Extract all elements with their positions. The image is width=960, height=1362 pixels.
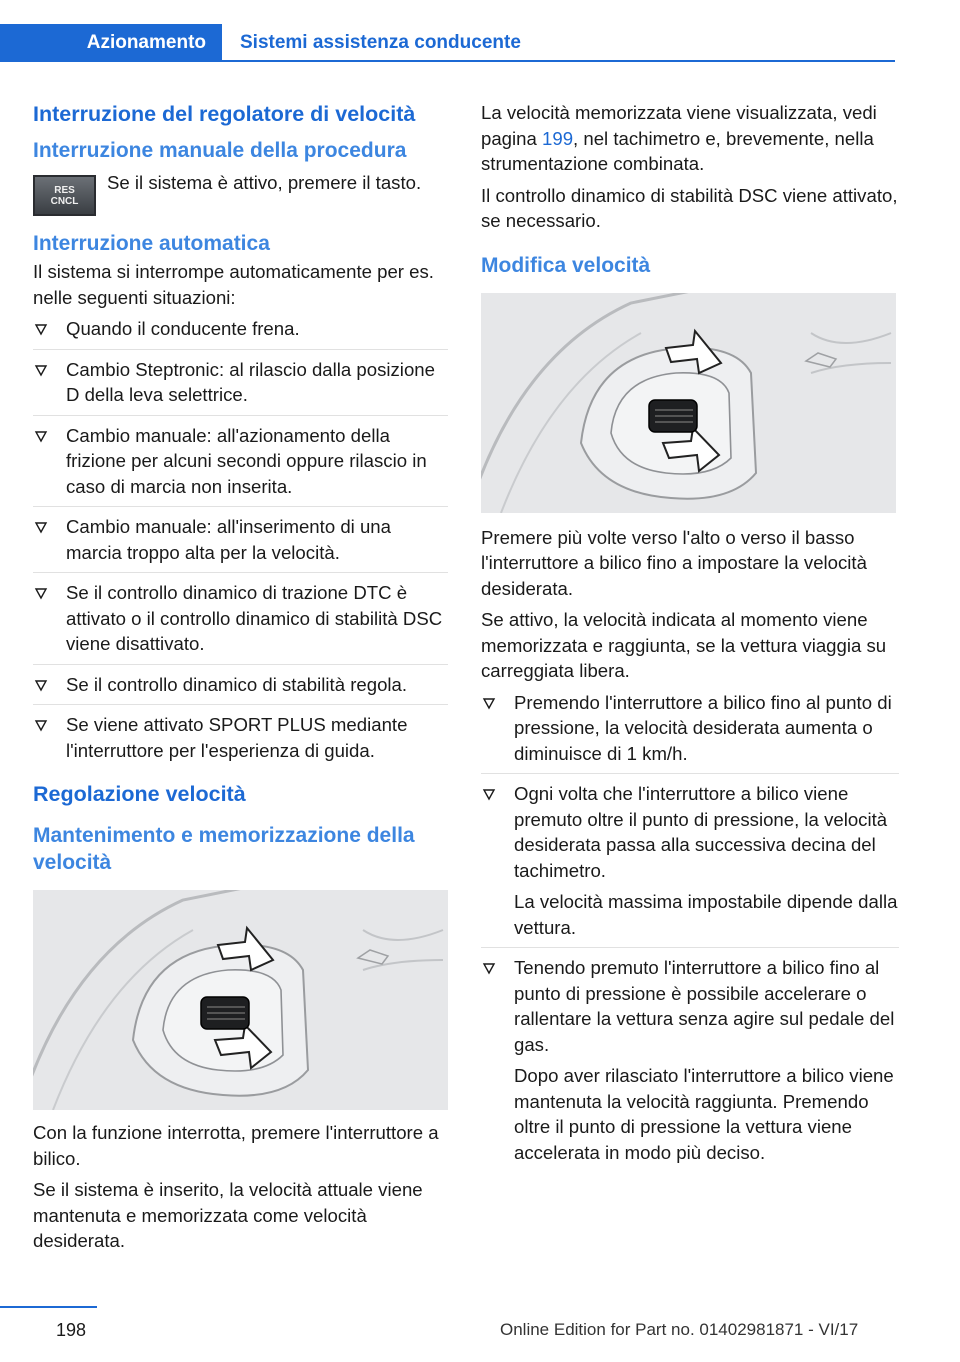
p-press-more: Premere più volte verso l'alto o verso il basso l'interruttore a bilico fino a impostare la velocità desiderata. — [481, 526, 867, 599]
res-cncl-button-icon — [33, 175, 96, 216]
list-item — [481, 781, 899, 948]
triangle-bullet-icon — [34, 517, 48, 537]
heading-auto-interruption: Interruzione automatica — [33, 232, 270, 255]
steering-rocker-illustration — [33, 890, 448, 1110]
header-tabs — [0, 24, 895, 62]
triangle-bullet-icon — [482, 693, 496, 713]
list-item — [33, 580, 448, 665]
list-item — [33, 712, 448, 770]
edition-note: Online Edition for Part no. 01402981871 - VI/17 — [500, 1320, 859, 1339]
triangle-bullet-icon — [34, 583, 48, 603]
list-item-text: Premendo l'interruttore a bilico fino al punto di pressione, la velocità desiderata aumenta o diminuisce di 1 km/h. — [514, 691, 892, 764]
list-item-text: Se il controllo dinamico di trazione DTC è attivato o il controllo dinamico di stabilità DSC viene disattivato. — [66, 582, 443, 654]
triangle-bullet-icon — [482, 958, 496, 978]
p-stored-text-b: , nel tachimetro e, brevemente, nella strumentazione combinata. — [481, 127, 874, 174]
triangle-bullet-icon — [34, 360, 48, 380]
left-column — [33, 100, 448, 1260]
list-item — [481, 690, 899, 775]
p-inserted: Se il sistema è inserito, la velocità attuale viene mantenuta e memorizzata come velocità desiderata. — [33, 1179, 423, 1251]
change-speed-list — [481, 690, 899, 1173]
triangle-bullet-icon — [34, 715, 48, 735]
heading-maintain-store: Mantenimento e memorizzazione della velocità — [33, 824, 415, 874]
p-stored-text-a: La velocità memorizzata viene visualizzata, vedi pagina — [481, 102, 877, 149]
list-item — [481, 955, 899, 1172]
p-active: Se attivo, la velocità indicata al momento viene memorizzata e raggiunta, se la vettura viaggia su carreggiata libera. — [481, 609, 887, 681]
rocker-switch-icon — [33, 890, 448, 1110]
footer-rule — [0, 1306, 97, 1308]
list-item-text: Cambio manuale: all'azionamento della frizione per alcuni secondi oppure rilascio in caso di marcia non inserita. — [66, 424, 427, 497]
list-item-text: Se viene attivato SPORT PLUS mediante l'interruttore per l'esperienza di guida. — [66, 714, 408, 761]
steering-rocker-illustration — [481, 293, 896, 513]
p-dsc: Il controllo dinamico di stabilità DSC viene attivato, se necessario. — [481, 184, 898, 231]
list-item — [33, 672, 448, 706]
heading-change-speed: Modifica velocità — [481, 253, 651, 277]
triangle-bullet-icon — [34, 675, 48, 695]
tab-sistemi-assistenza[interactable]: Sistemi assistenza conducente — [240, 32, 521, 53]
list-item-text: Cambio Steptronic: al rilascio dalla posizione D della leva selettrice. — [66, 358, 435, 405]
rocker-switch-icon — [481, 293, 896, 513]
auto-interruption-list — [33, 316, 448, 770]
auto-intro: Il sistema si interrompe automaticamente per es. nelle seguenti situazioni: — [33, 261, 434, 308]
page-199-link[interactable]: 199 — [542, 127, 574, 149]
header-rule — [222, 60, 895, 62]
list-item — [33, 514, 448, 573]
manual-interruption-row — [33, 170, 448, 216]
heading-speed-regulation: Regolazione velocità — [33, 782, 246, 806]
triangle-bullet-icon — [482, 784, 496, 804]
list-item — [33, 423, 448, 508]
list-item-subtext: La velocità massima impostabile dipende dalla vettura. — [514, 891, 898, 938]
right-column — [481, 100, 899, 1179]
p-stored-display — [481, 100, 899, 177]
heading-manual-interruption: Interruzione manuale della procedura — [33, 139, 407, 162]
res-label: RES — [54, 184, 75, 196]
list-item — [33, 316, 448, 350]
list-item-text: Cambio manuale: all'inserimento di una marcia troppo alta per la velocità. — [66, 516, 391, 563]
list-item — [33, 357, 448, 416]
list-item-text: Se il controllo dinamico di stabilità regola. — [66, 673, 408, 695]
tab-azionamento[interactable]: Azionamento — [0, 24, 222, 62]
manual-text: Se il sistema è attivo, premere il tasto. — [107, 172, 422, 193]
cncl-label: CNCL — [50, 195, 79, 207]
triangle-bullet-icon — [34, 319, 48, 339]
list-item-subtext: Dopo aver rilasciato l'interruttore a bilico viene mantenuta la velocità raggiunta. Premendo oltre il punto di pressione la vettura viene accelerata in modo più deciso. — [514, 1065, 894, 1163]
triangle-bullet-icon — [34, 426, 48, 446]
heading-interruption: Interruzione del regolatore di velocità — [33, 102, 416, 126]
list-item-text: Tenendo premuto l'interruttore a bilico fino al punto di pressione è possibile accelerare o rallentare la vettura senza agire sul pedale del gas. — [514, 957, 895, 1055]
p-interrupted: Con la funzione interrotta, premere l'interruttore a bilico. — [33, 1122, 439, 1169]
list-item-text: Ogni volta che l'interruttore a bilico viene premuto oltre il punto di pressione, la velocità desiderata passa alla successiva decina del tachimetro. — [514, 783, 888, 881]
page-number: 198 — [56, 1320, 87, 1340]
list-item-text: Quando il conducente frena. — [66, 318, 300, 339]
